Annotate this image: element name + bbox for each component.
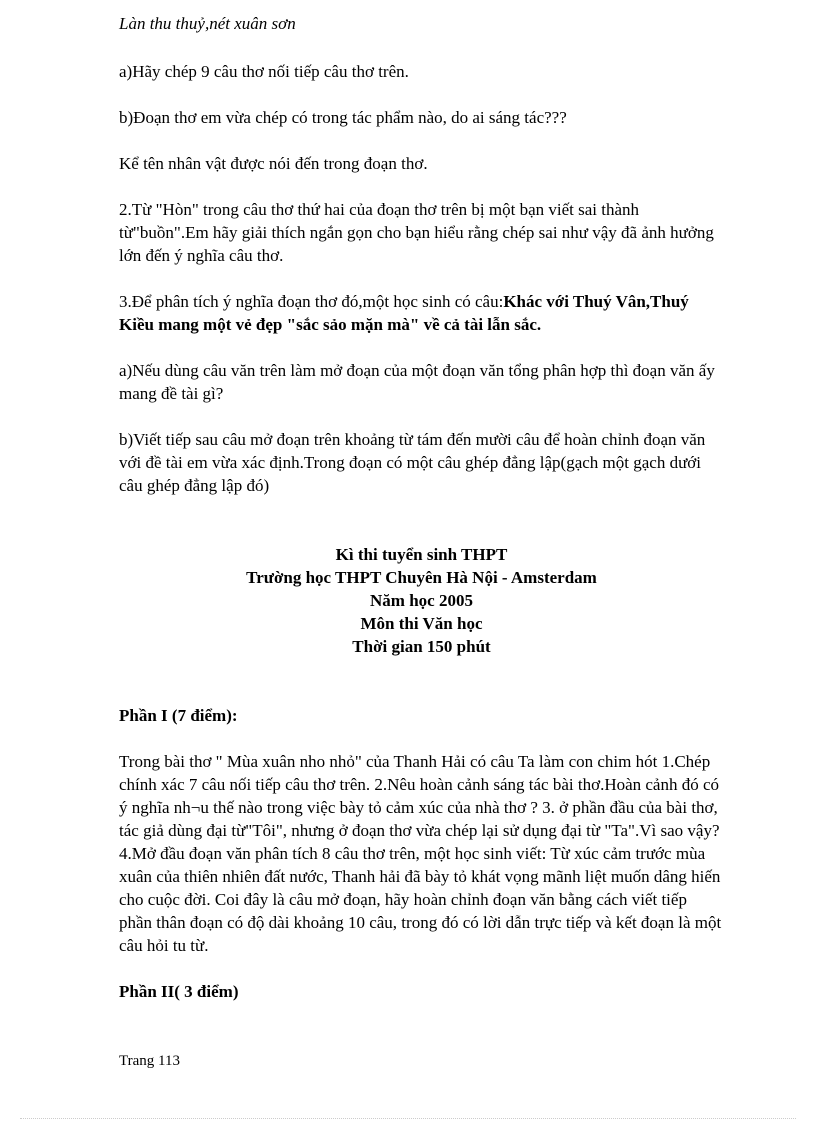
paragraph-question-2: 2.Từ "Hòn" trong câu thơ thứ hai của đoạn thơ trên bị một bạn viết sai thành từ"buồn".Em hãy giải thích ngắn gọn cho bạn hiểu rằng chép sai như vậy đã ảnh hưởng lớn đến ý nghĩa câu thơ. [119, 200, 714, 265]
question-3-prefix: 3.Để phân tích ý nghĩa đoạn thơ đó,một học sinh có câu: [119, 292, 504, 311]
exam-duration-line: Thời gian 150 phút [352, 637, 491, 656]
paragraph-question-3b: b)Viết tiếp sau câu mở đoạn trên khoảng từ tám đến mười câu để hoàn chỉnh đoạn văn với đề tài em vừa xác định.Trong đoạn có một câu ghép đẳng lập(gạch một gạch dưới câu ghép đẳng lập đó) [119, 430, 706, 495]
paragraph-characters: Kể tên nhân vật được nói đến trong đoạn thơ. [119, 154, 428, 173]
exam-title-block [119, 543, 724, 658]
exam-title-line: Kì thi tuyển sinh THPT [335, 545, 508, 564]
exam-subject-line: Môn thi Văn học [360, 614, 483, 633]
question-3-bold-sentence: Khác với Thuý Vân,Thuý Kiều mang một vẻ đẹp "sắc sảo mặn mà" về cả tài lẫn sắc. [119, 292, 689, 334]
paragraph-question-a: a)Hãy chép 9 câu thơ nối tiếp câu thơ trên. [119, 62, 409, 81]
paragraph-question-3a: a)Nếu dùng câu văn trên làm mở đoạn của một đoạn văn tổng phân hợp thì đoạn văn ấy mang đề tài gì? [119, 361, 715, 403]
part-1-heading: Phần I (7 điểm): [119, 706, 238, 725]
part-2-heading: Phần II( 3 điểm) [119, 982, 239, 1001]
paragraph-question-b: b)Đoạn thơ em vừa chép có trong tác phẩm nào, do ai sáng tác??? [119, 108, 567, 127]
running-header: Làn thu thuỷ,nét xuân sơn [119, 14, 296, 33]
exam-school-line: Trường học THPT Chuyên Hà Nội - Amsterdam [246, 568, 597, 587]
page-content [119, 60, 724, 1003]
paragraph-question-3 [119, 290, 724, 336]
exam-year-line: Năm học 2005 [370, 591, 473, 610]
part-1-text: Trong bài thơ " Mùa xuân nho nhỏ" của Thanh Hải có câu Ta làm con chim hót 1.Chép chính xác 7 câu nối tiếp câu thơ trên. 2.Nêu hoàn cảnh sáng tác bài thơ.Hoàn cảnh đó có ý nghĩa nh¬u thế nào trong việc bày tỏ cảm xúc của nhà thơ ? 3. ở phần đầu của bài thơ, tác giả dùng đại từ"Tôi", nhưng ở đoạn thơ vừa chép lại sử dụng đại từ "Ta".Vì sao vậy? 4.Mở đầu đoạn văn phân tích 8 câu thơ trên, một học sinh viết: Từ xúc cảm trước mùa xuân của thiên nhiên đất nước, Thanh hải đã bày tỏ khát vọng mãnh liệt muốn dâng hiến cho cuộc đời. Coi đây là câu mở đoạn, hãy hoàn chỉnh đoạn văn bằng cách viết tiếp phần thân đoạn có độ dài khoảng 10 câu, trong đó có lời dẫn trực tiếp và kết đoạn là một câu hỏi tu từ. [119, 752, 722, 955]
page-bottom-divider [20, 1118, 796, 1119]
page-number: Trang 113 [119, 1053, 180, 1069]
